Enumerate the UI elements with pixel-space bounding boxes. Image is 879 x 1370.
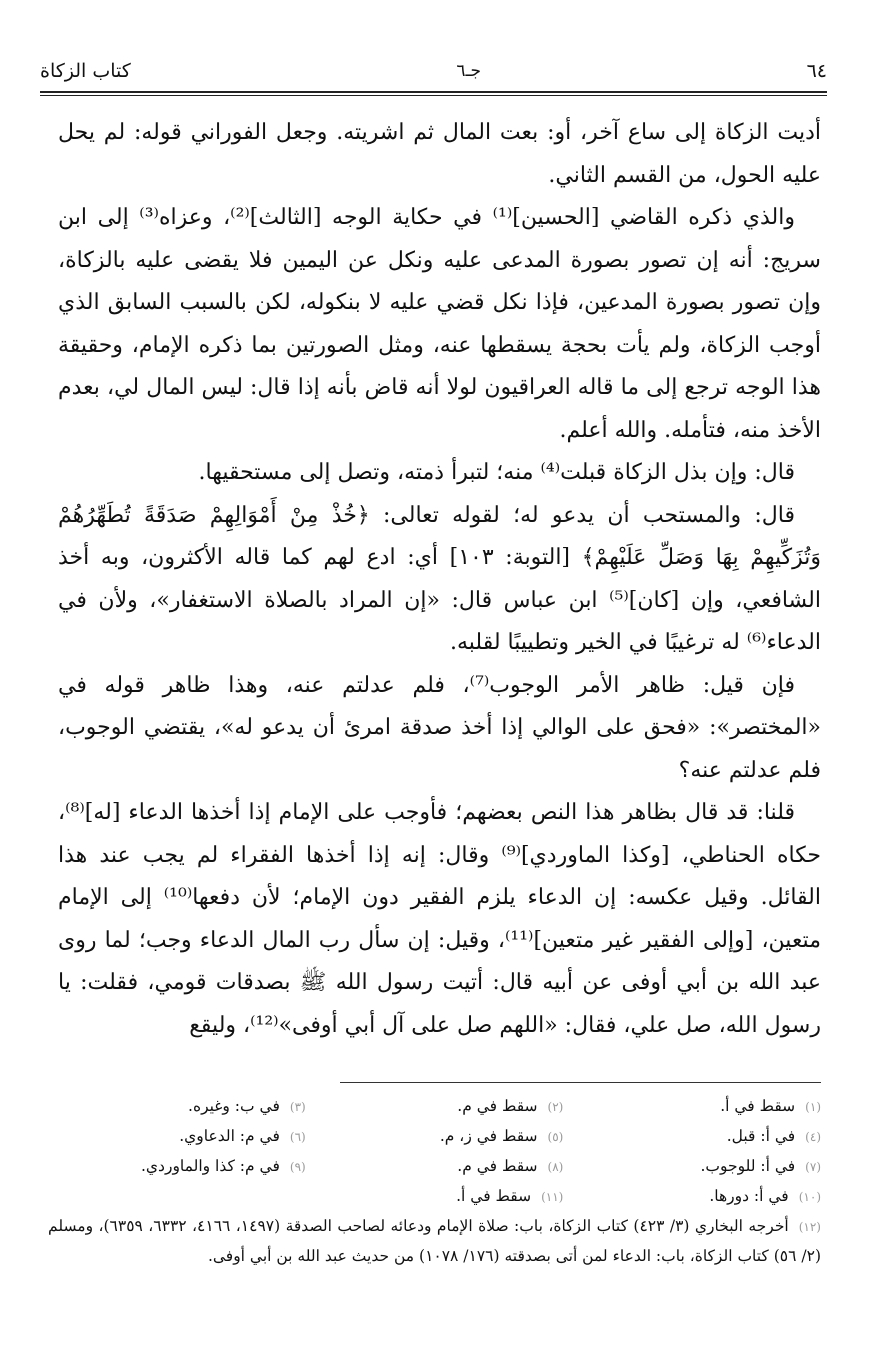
main-text — [58, 112, 821, 1047]
footnote-text: سقط في أ. — [720, 1097, 796, 1115]
footnote-number: (٥) — [547, 1130, 564, 1144]
footnote-number: (١١) — [541, 1190, 564, 1204]
paragraph: قال: والمستحب أن يدعو له؛ لقوله تعالى: ﴿خُذْ مِنْ أَمْوَالِهِمْ صَدَقَةً تُطَهِّرُهُمْ وَتُزَكِّيهِمْ بِهَا وَصَلِّ عَلَيْهِمْ﴾ [التوبة: ١٠٣] أي: ادع لهم كما قاله الأكثرون، وبه أخذ الشافعي، وإن [كان]⁽⁵⁾ ابن عباس قال: «إن المراد بالصلاة الاستغفار»، ولأن في الدعاء⁽⁶⁾ له ترغيبًا في الخير وتطييبًا لقلبه. — [58, 502, 822, 655]
footnote — [48, 1092, 306, 1122]
book-title: كتاب الزكاة — [40, 60, 131, 82]
footnote — [563, 1152, 821, 1182]
footnote-number: (١٢) — [798, 1220, 821, 1234]
footnote-number: (٢) — [547, 1100, 564, 1114]
footnote — [563, 1092, 821, 1122]
footnote — [563, 1122, 821, 1152]
footnote-separator — [340, 1082, 821, 1083]
footnote-row — [48, 1122, 821, 1152]
footnote — [306, 1122, 564, 1152]
footnote-number: (٧) — [805, 1160, 821, 1174]
footnote-number: (٩) — [289, 1160, 306, 1174]
footnotes — [48, 1092, 821, 1271]
footnote-row — [48, 1152, 821, 1182]
footnote-number: (١٠) — [798, 1190, 821, 1204]
footnote-text: في أ: قبل. — [726, 1127, 796, 1145]
footnote-number: (٣) — [289, 1100, 306, 1114]
paragraph: فإن قيل: ظاهر الأمر الوجوب⁽⁷⁾، فلم عدلتم عنه، وهذا ظاهر قوله في «المختصر»: «فحق على الوالي إذا أخذ صدقة امرئ أن يدعو له»، يقتضي الوجوب، فلم عدلتم عنه؟ — [58, 672, 821, 783]
footnote — [306, 1092, 564, 1122]
footnote-number: (٨) — [547, 1160, 564, 1174]
footnote-number: (٤) — [805, 1130, 821, 1144]
footnote — [48, 1152, 306, 1182]
footnote — [48, 1122, 306, 1152]
page-header — [40, 56, 827, 86]
paragraph: قال: وإن بذل الزكاة قبلت⁽⁴⁾ منه؛ لتبرأ ذمته، وتصل إلى مستحقيها. — [198, 460, 795, 485]
footnote-number: (٦) — [289, 1130, 306, 1144]
paragraph: أديت الزكاة إلى ساع آخر، أو: بعت المال ثم اشريته. وجعل الفوراني قوله: لم يحل عليه الحول، من القسم الثاني. — [58, 120, 821, 188]
footnote-text: سقط في م. — [457, 1097, 538, 1115]
paragraph: قلنا: قد قال بظاهر هذا النص بعضهم؛ فأوجب على الإمام إذا أخذها الدعاء [له]⁽⁸⁾، حكاه الحناطي، [وكذا الماوردي]⁽⁹⁾ وقال: إنه إذا أخذها الفقراء لم يجب عند هذا القائل. وقيل عكسه: إن الدعاء يلزم الفقير دون الإمام؛ لأن دفعها⁽¹⁰⁾ إلى الإمام متعين، [وإلى الفقير غير متعين]⁽¹¹⁾، وقيل: إن سأل رب المال الدعاء وجب؛ لما روى عبد الله بن أبي أوفى عن أبيه قال: أتيت رسول الله ﷺ بصدقات قومي، فقلت: يا رسول الله، صل علي، فقال: «اللهم صل على آل أبي أوفى»⁽¹²⁾، وليقع — [58, 800, 822, 1038]
footnote — [306, 1182, 564, 1212]
header-rule — [40, 91, 827, 93]
footnote-text: في أ: دورها. — [709, 1187, 789, 1205]
footnote-text: في أ: للوجوب. — [700, 1157, 796, 1175]
footnote — [306, 1152, 564, 1182]
footnote-row — [48, 1182, 821, 1212]
volume-label: جـ٦ — [456, 61, 482, 81]
footnote-text: في م: الدعاوي. — [179, 1127, 280, 1145]
footnote-text: أخرجه البخاري (٣/ ٤٢٣) كتاب الزكاة، باب: صلاة الإمام ودعائه لصاحب الصدقة (١٤٩٧، ٤١٦٦، ٦٣٣٢، ٦٣٥٩)، ومسلم (٢/ ٥٦) كتاب الزكاة، باب: الدعاء لمن أتى بصدقته (١٧٦/ ١٠٧٨) من حديث عبد الله بن أبي أوفى. — [48, 1217, 821, 1265]
footnote-text: سقط في م. — [457, 1157, 538, 1175]
paragraph: والذي ذكره القاضي [الحسين]⁽¹⁾ في حكاية الوجه [الثالث]⁽²⁾، وعزاه⁽³⁾ إلى ابن سريج: أنه إن تصور بصورة المدعى عليه ونكل عن اليمين فلا يقضى عليه بالزكاة، وإن تصور بصورة المدعين، فإذا نكل قضي عليه لا بنكوله، لكن بالسبب السابق الذي أوجب الزكاة، ولم يأت بحجة يسقطها عنه، ومثل الصورتين بما ذكره الإمام، وحقيقة هذا الوجه ترجع إلى ما قاله العراقيون لولا أنه قاض بأنه إذا قال: ليس المال لي، بعدم الأخذ منه، فتأمله. والله أعلم. — [58, 205, 821, 443]
footnote-text: في ب: وغيره. — [188, 1097, 280, 1115]
footnote-number: (١) — [805, 1100, 821, 1114]
footnote-row — [48, 1092, 821, 1122]
page-number: ٦٤ — [806, 60, 827, 82]
footnote-text: سقط في أ. — [456, 1187, 532, 1205]
footnote — [48, 1212, 821, 1271]
footnote-text: سقط في ز، م. — [439, 1127, 538, 1145]
footnote — [563, 1182, 821, 1212]
header-rule-thin — [40, 95, 827, 96]
footnote-text: في م: كذا والماوردي. — [141, 1157, 280, 1175]
